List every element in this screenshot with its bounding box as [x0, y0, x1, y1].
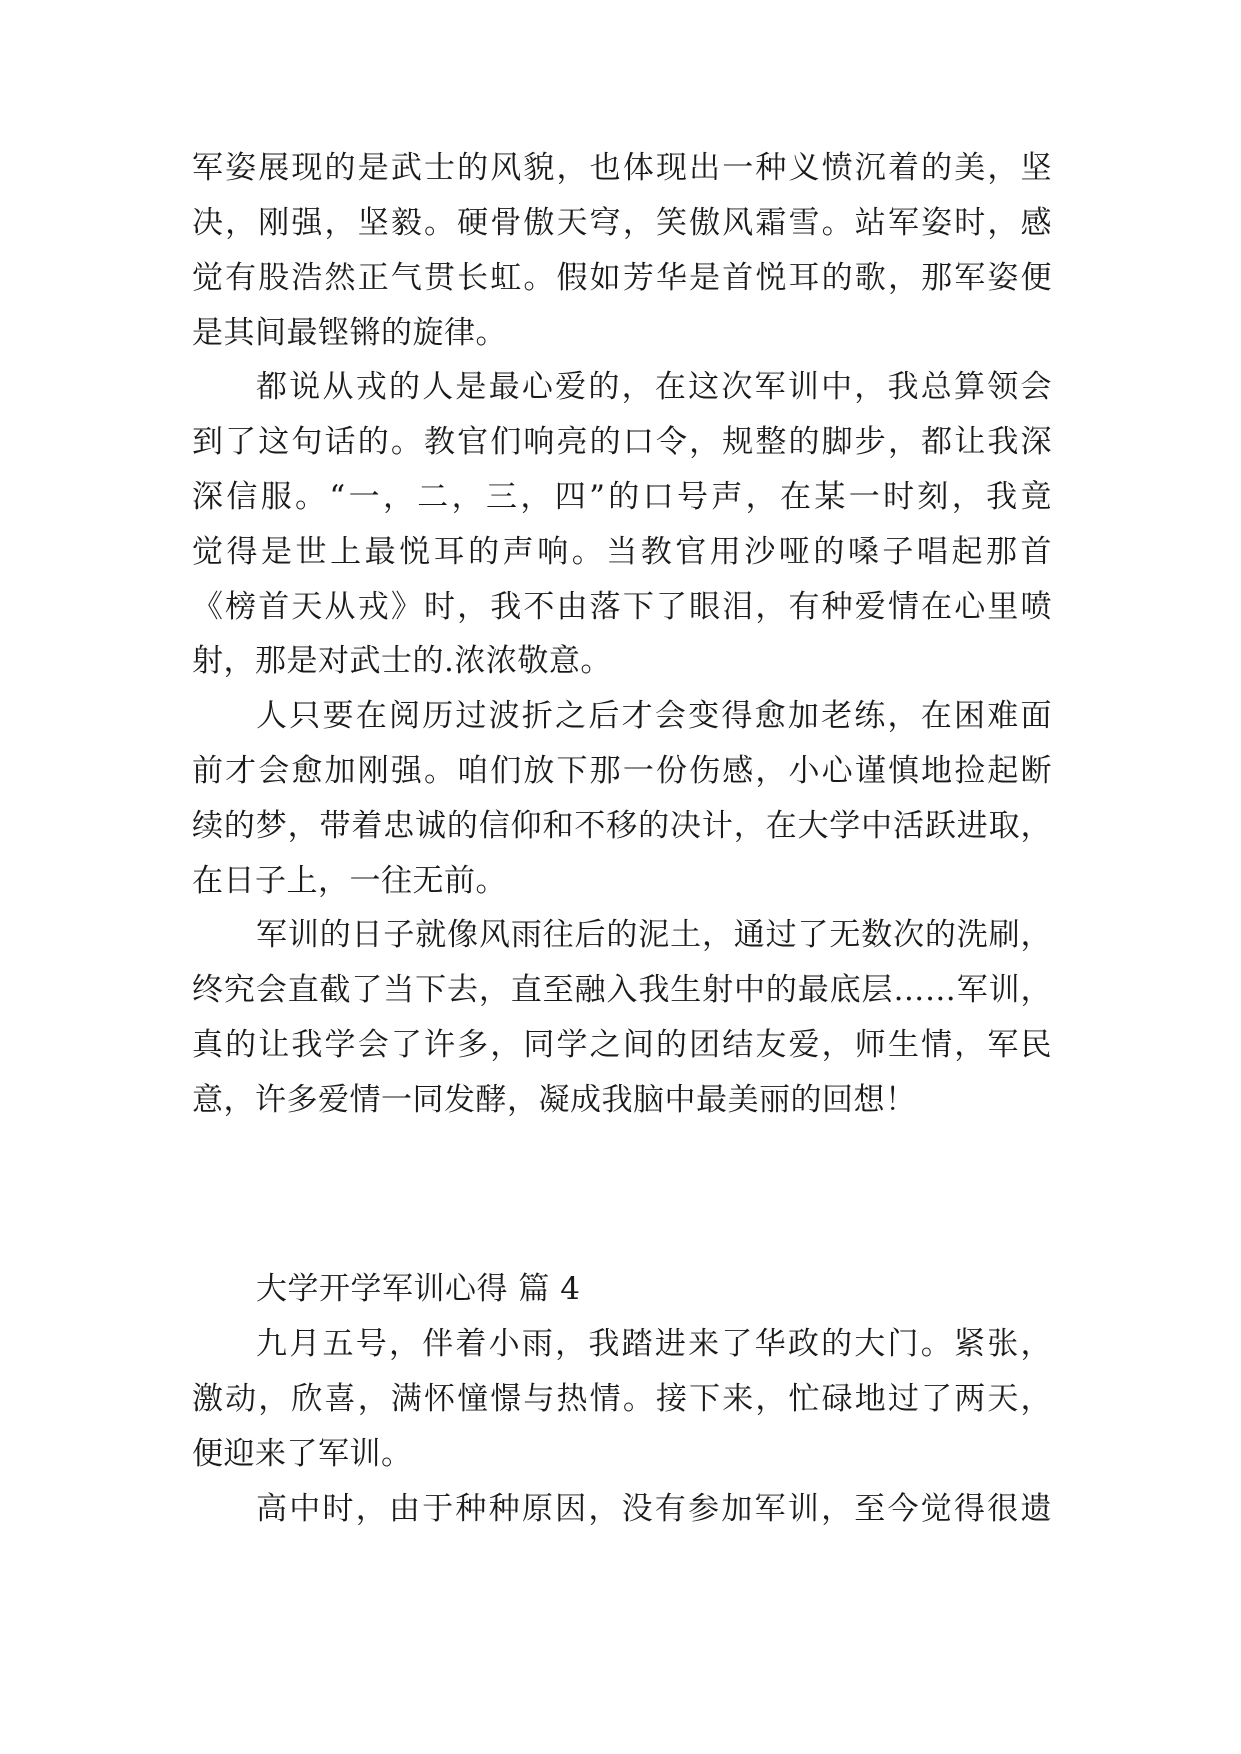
section-paragraph-1-line-1: 九月五号，伴着小雨，我踏进来了华政的大门。紧张， [256, 1326, 1052, 1362]
paragraph-2-line-6: 射，那是对武士的.浓浓敬意。 [192, 643, 612, 679]
section-paragraph-1-line-2: 激动，欣喜，满怀憧憬与热情。接下来，忙碌地过了两天， [192, 1381, 1052, 1417]
paragraph-3-line-1: 人只要在阅历过波折之后才会变得愈加老练，在困难面 [256, 698, 1052, 734]
section-paragraph-1-line-3: 便迎来了军训。 [192, 1436, 413, 1472]
paragraph-3-line-2: 前才会愈加刚强。咱们放下那一份伤感，小心谨慎地捡起断 [192, 753, 1052, 789]
paragraph-2-line-5: 《榜首天从戎》时，我不由落下了眼泪，有种爱情在心里喷 [192, 589, 1052, 625]
paragraph-4-line-1: 军训的日子就像风雨往后的泥土，通过了无数次的洗刷， [256, 917, 1052, 953]
section-heading: 大学开学军训心得 篇 4 [256, 1271, 581, 1307]
paragraph-2-line-2: 到了这句话的。教官们响亮的口令，规整的脚步，都让我深 [192, 424, 1052, 460]
paragraph-4-line-4: 意，许多爱情一同发酵，凝成我脑中最美丽的回想！ [192, 1082, 917, 1118]
paragraph-2-line-1: 都说从戎的人是最心爱的，在这次军训中，我总算领会 [256, 369, 1052, 405]
paragraph-2-line-3: 深信服。“一，二，三，四”的口号声，在某一时刻，我竟 [192, 479, 1052, 515]
paragraph-1-line-3: 觉有股浩然正气贯长虹。假如芳华是首悦耳的歌，那军姿便 [192, 260, 1052, 296]
paragraph-3-line-3: 续的梦，带着忠诚的信仰和不移的决计，在大学中活跃进取， [192, 808, 1052, 844]
paragraph-1-line-1: 军姿展现的是武士的风貌，也体现出一种义愤沉着的美，坚 [192, 150, 1052, 186]
paragraph-1-line-2: 决，刚强，坚毅。硬骨傲天穹，笑傲风霜雪。站军姿时，感 [192, 205, 1052, 241]
section-paragraph-2-line-1: 高中时，由于种种原因，没有参加军训，至今觉得很遗 [256, 1491, 1052, 1527]
paragraph-4-line-2: 终究会直截了当下去，直至融入我生射中的最底层……军训， [192, 972, 1052, 1008]
paragraph-4-line-3: 真的让我学会了许多，同学之间的团结友爱，师生情，军民 [192, 1027, 1052, 1063]
paragraph-1-line-4: 是其间最铿锵的旋律。 [192, 315, 507, 351]
paragraph-2-line-4: 觉得是世上最悦耳的声响。当教官用沙哑的嗓子唱起那首 [192, 534, 1052, 570]
paragraph-3-line-4: 在日子上，一往无前。 [192, 863, 507, 899]
